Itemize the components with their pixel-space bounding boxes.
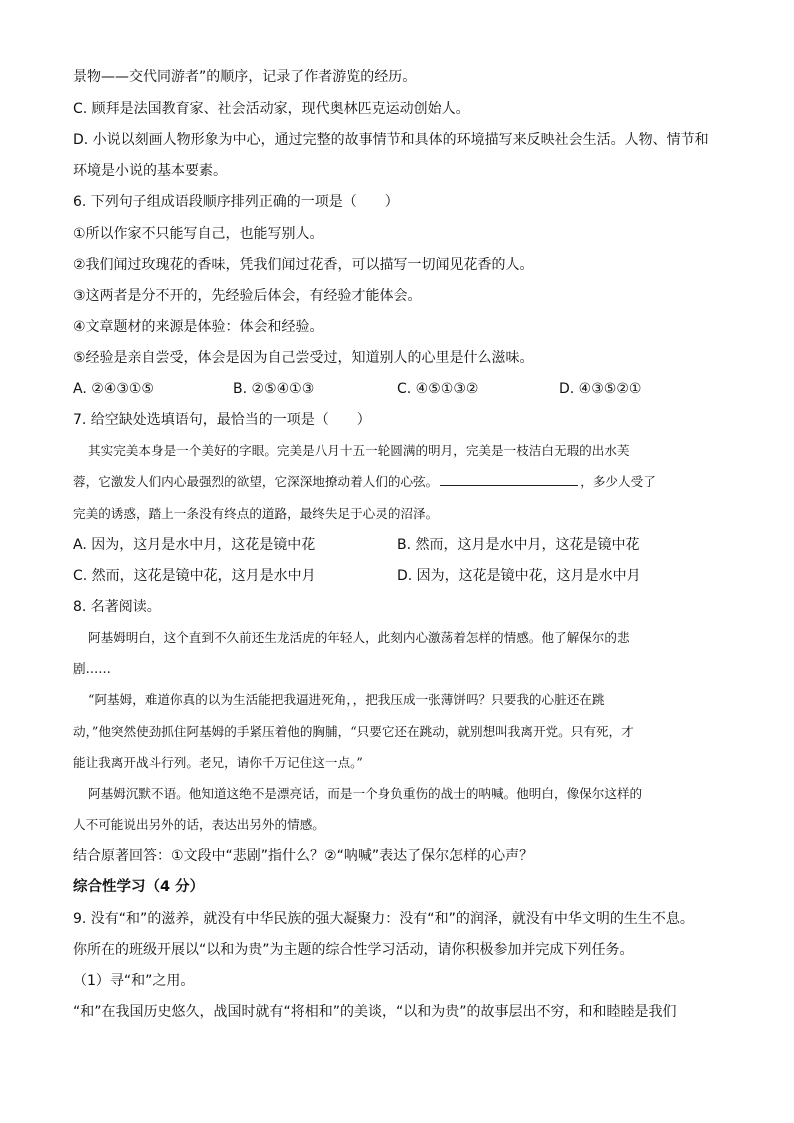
- excerpt-line: 动，”他突然使劲抓住阿基姆的手紧压着他的胸脯，“只要它还在跳动，就别想叫我离开党。只有死，才: [73, 724, 634, 739]
- q7-option-c: C. 然而，这花是镜中花，这月是水中月: [73, 568, 316, 584]
- passage-text: 蓉，它激发人们内心最强烈的欲望，它深深地撩动着人们的心弦。: [73, 474, 439, 489]
- q6-options: [73, 379, 723, 399]
- excerpt-line: 阿基姆明白，这个直到不久前还生龙活虎的年轻人，此刻内心激荡着怎样的情感。他了解保尔的悲: [88, 630, 630, 645]
- q6-option-b: B. ②⑤④①③: [233, 381, 315, 397]
- passage-line: 完美的诱惑，踏上一条没有终点的道路，最终失足于心灵的沼泽。: [73, 506, 439, 521]
- question-8-prompt: 结合原著回答：①文段中“悲剧”指什么？②“呐喊”表达了保尔怎样的心声？: [73, 848, 534, 864]
- excerpt-line: 剧……: [73, 661, 111, 676]
- passage-text: ，多少人受了: [580, 474, 656, 489]
- sentence-1: ①所以作家不只能写自己，也能写别人。: [73, 226, 324, 242]
- question-9-stem: 9. 没有“和”的滋养，就没有中华民族的强大凝聚力：没有“和”的润泽，就没有中华文明的生生不息。: [73, 911, 694, 927]
- sentence-4: ④文章题材的来源是体验：体会和经验。: [73, 319, 324, 335]
- q5-option-c: C. 顾拜是法国教育家、社会活动家，现代奥林匹克运动创始人。: [73, 101, 470, 117]
- q6-option-a: A. ②④③①⑤: [73, 381, 154, 397]
- q5-option-d: D. 小说以刻画人物形象为中心，通过完整的故事情节和具体的环境描写来反映社会生活。人物、情节和: [73, 132, 709, 148]
- excerpt-line: 人不可能说出另外的话，表达出另外的情感。: [73, 817, 325, 832]
- question-8-stem: 8. 名著阅读。: [73, 599, 161, 615]
- q7-option-b: B. 然而，这月是水中月，这花是镜中花: [397, 537, 640, 553]
- passage-line: 其实完美本身是一个美好的字眼。完美是八月十五一轮圆满的明月，完美是一枝洁白无瑕的出水芙: [88, 443, 630, 458]
- text-line: “和”在我国历史悠久，战国时就有“将相和”的美谈，“以和为贵”的故事层出不穷，和和睦睦是我们: [73, 1004, 677, 1020]
- excerpt-line: 阿基姆沉默不语。他知道这绝不是漂亮话，而是一个身负重伤的战士的呐喊。他明白，像保尔这样的: [88, 786, 643, 801]
- excerpt-line: 能让我离开战斗行列。老兄，请你千万记住这一点。”: [73, 755, 363, 770]
- q7-options-row-2: [73, 566, 723, 586]
- text-line: 环境是小说的基本要素。: [73, 163, 227, 179]
- sentence-2: ②我们闻过玫瑰花的香味，凭我们闻过花香，可以描写一切闻见花香的人。: [73, 257, 534, 273]
- q7-option-d: D. 因为，这花是镜中花，这月是水中月: [397, 568, 641, 584]
- q6-option-c: C. ④⑤①③②: [397, 381, 479, 397]
- q7-options-row-1: [73, 535, 723, 555]
- task-1-title: （1）寻“和”之用。: [73, 973, 195, 989]
- question-6-stem: 6. 下列句子组成语段顺序排列正确的一项是（ ）: [73, 194, 399, 210]
- section-heading: 综合性学习（4 分）: [73, 879, 205, 895]
- question-7-stem: 7. 给空缺处选填语句，最恰当的一项是（ ）: [73, 412, 371, 428]
- q6-option-d: D. ④③⑤②①: [559, 381, 642, 397]
- question-9-stem: 你所在的班级开展以“以和为贵”为主题的综合性学习活动，请你积极参加并完成下列任务。: [73, 942, 634, 958]
- sentence-5: ⑤经验是亲自尝受，体会是因为自己尝受过，知道别人的心里是什么滋味。: [73, 350, 534, 366]
- sentence-3: ③这两者是分不开的，先经验后体会，有经验才能体会。: [73, 288, 422, 304]
- q7-option-a: A. 因为，这月是水中月，这花是镜中花: [73, 537, 316, 553]
- answer-blank[interactable]: [440, 472, 578, 486]
- passage-line-with-blank: [73, 472, 723, 492]
- excerpt-line: “阿基姆，难道你真的以为生活能把我逼进死角，，把我压成一张薄饼吗？只要我的心脏还在跳: [88, 692, 605, 707]
- text-line: 景物——交代同游者”的顺序，记录了作者游览的经历。: [73, 69, 417, 85]
